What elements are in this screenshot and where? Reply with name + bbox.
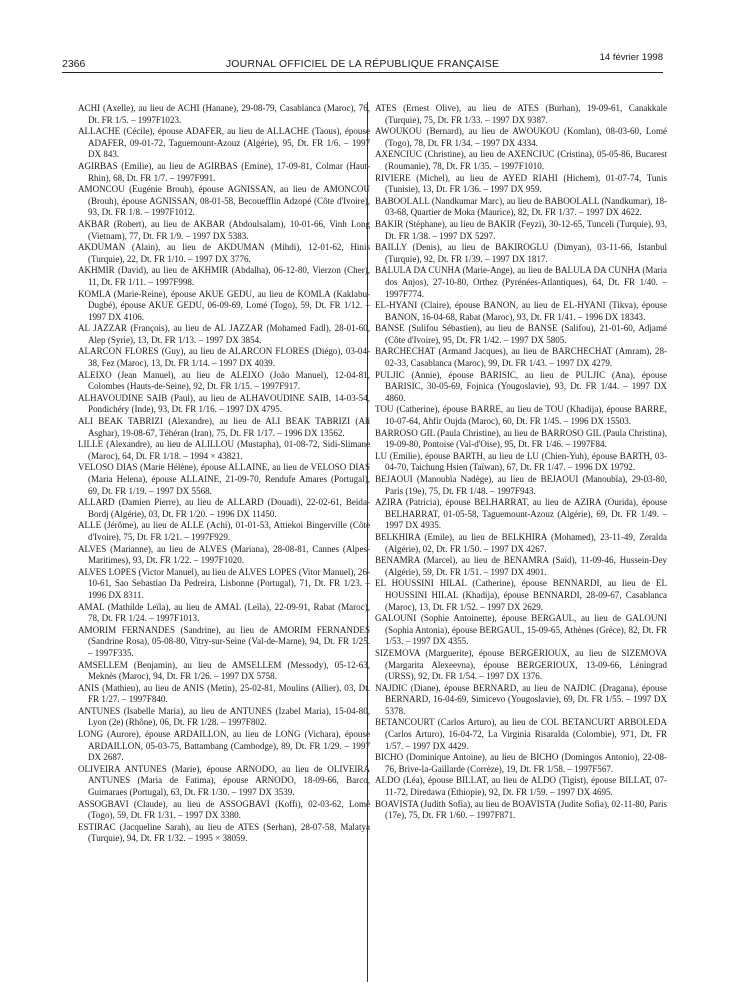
name-change-entry: AXENCIUC (Christine), au lieu de AXENCIUC (Cristina), 05-05-86, Bucarest (Roumanie), 78, Dt. FR 1/35. – 1997F1010. [375, 149, 667, 171]
name-change-entry: ANIS (Mathieu), au lieu de ANIS (Metin), 25-02-81, Moulins (Allier), 03, Dt. FR 1/27. – 1997F840. [78, 682, 370, 705]
name-change-entry: LU (Emilie), épouse BARTH, au lieu de LU (Chien-Yuh), épouse BARTH, 03-04-70, Taichung Hsien (Taïwan), 67, Dt. FR 1/47. – 1996 DX 19792. [375, 450, 667, 473]
name-change-entry: BETANCOURT (Carlos Arturo), au lieu de COL BETANCURT ARBOLEDA (Carlos Arturo), 16-04-72, La Virginia Risaralda (Colombie), 971, Dt. FR 1/57. – 1997 DX 4429. [375, 717, 667, 751]
right-column [375, 103, 667, 822]
name-change-entry: AKBAR (Robert), au lieu de AKBAR (Abdoulsalam), 10-01-66, Vinh Long (Vietnam), 77, Dt. FR 1/9. – 1997 DX 5383. [78, 218, 370, 241]
name-change-entry: BENAMRA (Marcel), au lieu de BENAMRA (Saïd), 11-09-46, Hussein-Dey (Algérie), 59, Dt. FR 1/51. – 1997 DX 4901. [375, 555, 667, 577]
name-change-entry: ANTUNES (Isabelle Maria), au lieu de ANTUNES (Izabel Maria), 15-04-80, Lyon (2e) (Rhône), 06, Dt. FR 1/28. – 1997F802. [78, 705, 370, 728]
name-change-entry: BALULA DA CUNHA (Marie-Ange), au lieu de BALULA DA CUNHA (Maria dos Anjos), 27-10-80, Orthez (Pyrénées-Atlantiques), 64, Dt. FR 1/40. – 1997F774. [375, 265, 667, 299]
header-rule [62, 72, 663, 73]
name-change-entry: ATES (Ernest Olive), au lieu de ATES (Burhan), 19-09-61, Canakkale (Turquie), 75, Dt. FR 1/33. – 1997 DX 9387. [375, 103, 667, 125]
page-header [62, 52, 663, 72]
name-change-entry: EL HOUSSINI HILAL (Catherine), épouse BENNARDI, au lieu de EL HOUSSINI HILAL (Khadija), épouse BENNARDI, 28-09-67, Casablanca (Maroc), 13, Dt. FR 1/52. – 1997 DX 2629. [375, 578, 667, 612]
name-change-entry: ALVES (Marianne), au lieu de ALVES (Mariana), 28-08-81, Cannes (Alpes-Maritimes), 93, Dt. FR 1/22. – 1997F1020. [78, 543, 370, 566]
column-divider [367, 102, 368, 982]
name-change-entry: BARROSO GIL (Paula Christine), au lieu de BARROSO GIL (Paula Christina), 19-09-80, Pontoise (Val-d'Oise), 95, Dt. FR 1/46. – 1997F84. [375, 427, 667, 450]
name-change-entry: ALLE (Jérôme), au lieu de ALLE (Achi), 01-01-53, Attiekoi Bingerville (Côte d'Ivoire), 75, Dt. FR 1/21. – 1997F929. [78, 520, 370, 542]
name-change-entry: ALEIXO (Jean Manuel), au lieu de ALEIXO (João Manuel), 12-04-81, Colombes (Hauts-de-Seine), 92, Dt. FR 1/15. – 1997F917. [78, 369, 370, 392]
name-change-entry: LONG (Aurore), épouse ARDAILLON, au lieu de LONG (Vichara), épouse ARDAILLON, 05-03-75, Battambang (Cambodge), 89, Dt. FR 1/29. – 1997 DX 2687. [78, 729, 370, 763]
name-change-entry: AKHMIR (David), au lieu de AKHMIR (Abdalha), 06-12-80, Vierzon (Cher), 11, Dt. FR 1/11. – 1997F998. [78, 265, 370, 287]
name-change-entry: BAKIR (Stéphane), au lieu de BAKIR (Feyzi), 30-12-65, Tunceli (Turquie), 93, Dt. FR 1/38. – 1997 DX 5297. [375, 218, 667, 241]
name-change-entry: BABOOLALL (Nandkumar Marc), au lieu de BABOOLALL (Nandkumar), 18-03-68, Quartier de Moka (Maurice), 82, Dt. FR 1/37. – 1997 DX 4622. [375, 195, 667, 218]
name-change-entry: BAILLY (Denis), au lieu de BAKIROGLU (Dimyan), 03-11-66, Istanbul (Turquie), 92, Dt. FR 1/39. – 1997 DX 1817. [375, 242, 667, 264]
name-change-entry: TOU (Catherine), épouse BARRE, au lieu de TOU (Khadija), épouse BARRE, 10-07-64, Ahfir Oujda (Maroc), 60, Dt. FR 1/45. – 1996 DX 15503. [375, 404, 667, 427]
name-change-entry: ALARCON FLORES (Guy), au lieu de ALARCON FLORES (Diégo), 03-04-38, Fez (Maroc), 13, Dt. FR 1/14. – 1997 DX 4039. [78, 346, 370, 369]
name-change-entry: BANSE (Sulifou Sébastien), au lieu de BANSE (Salifou), 21-01-60, Adjamé (Côte d'Ivoire), 95, Dt. FR 1/42. – 1997 DX 5805. [375, 323, 667, 345]
name-change-entry: NAJDIC (Diane), épouse BERNARD, au lieu de NAJDIC (Dragana), épouse BERNARD, 16-04-69, Simicevo (Yougoslavie), 69, Dt. FR 1/55. – 1997 DX 5378. [375, 682, 667, 716]
name-change-entry: GALOUNI (Sophie Antoinette), épouse BERGAUL, au lieu de GALOUNI (Sophia Antonia), épouse BERGAUL, 15-09-65, Athènes (Grèce), 82, Dt. FR 1/53. – 1997 DX 4355. [375, 613, 667, 647]
name-change-entry: KOMLA (Marie-Reine), épouse AKUE GEDU, au lieu de KOMLA (Kaklabu-Dugbé), épouse AKUE GEDU, 06-09-69, Lomé (Togo), 59, Dt. FR 1/12. – 1997 DX 4106. [78, 288, 370, 322]
name-change-entry: ALLACHE (Cécile), épouse ADAFER, au lieu de ALLACHE (Taous), épouse ADAFER, 09-01-72, Taguemount-Azouz (Algérie), 95, Dt. FR 1/6. – 1997 DX 843. [78, 126, 370, 160]
name-change-entry: AMORIM FERNANDES (Sandrine), au lieu de AMORIM FERNANDES (Sandrine Rosa), 05-08-80, Vitry-sur-Seine (Val-de-Marne), 94, Dt. FR 1/25. – 1997F335. [78, 624, 370, 658]
name-change-entry: AMONCOU (Eugénie Brouh), épouse AGNISSAN, au lieu de AMONCOU (Brouh), épouse AGNISSAN, 08-01-58, Becouefflin Adzopé (Côte d'Ivoire), 93, Dt. FR 1/8. – 1997F1012. [78, 184, 370, 218]
name-change-entry: ESTIRAC (Jacqueline Sarah), au lieu de ATES (Serhan), 28-07-58, Malatya (Turquie), 94, Dt. FR 1/32. – 1995 × 38059. [78, 821, 370, 844]
name-change-entry: LILLE (Alexandre), au lieu de ALILLOU (Mustapha), 01-08-72, Sidi-Slimane (Maroc), 64, Dt. FR 1/18. – 1994 × 43821. [78, 439, 370, 461]
page-number: 2366 [62, 58, 86, 70]
name-change-entry: AGIRBAS (Emilie), au lieu de AGIRBAS (Emine), 17-09-81, Colmar (Haut-Rhin), 68, Dt. FR 1/7. – 1997F991. [78, 160, 370, 183]
name-change-entry: OLIVEIRA ANTUNES (Marie), épouse ARNODO, au lieu de OLIVEIRA ANTUNES (Maria de Fatima), épouse ARNODO, 18-09-66, Barco, Guimaraes (Portugal), 63, Dt. FR 1/30. – 1997 DX 3539. [78, 763, 370, 798]
name-change-entry: AL JAZZAR (François), au lieu de AL JAZZAR (Mohamed Fadl), 28-01-60, Alep (Syrie), 13, Dt. FR 1/13. – 1997 DX 3854. [78, 323, 370, 345]
issue-date: 14 février 1998 [599, 52, 663, 63]
name-change-entry: BELKHIRA (Emile), au lieu de BELKHIRA (Mohamed), 23-11-49, Zeralda (Algérie), 02, Dt. FR 1/50. – 1997 DX 4267. [375, 531, 667, 554]
name-change-entry: AMAL (Mathilde Leïla), au lieu de AMAL (Leïla), 22-09-91, Rabat (Maroc), 78, Dt. FR 1/24. – 1997F1013. [78, 601, 370, 624]
name-change-entry: ALHAVOUDINE SAIB (Paul), au lieu de ALHAVOUDINE SAIB, 14-03-54, Pondichéry (Inde), 93, Dt. FR 1/16. – 1997 DX 4795. [78, 392, 370, 415]
name-change-entry: RIVIERE (Michel), au lieu de AYED RIAHI (Hichem), 01-07-74, Tunis (Tunisie), 13, Dt. FR 1/36. – 1997 DX 959. [375, 172, 667, 195]
name-change-entry: BOAVISTA (Judith Sofia), au lieu de BOAVISTA (Judite Sofia), 02-11-80, Paris (17e), 75, Dt. FR 1/60. – 1997F871. [375, 798, 667, 821]
name-change-entry: ASSOGBAVI (Claude), au lieu de ASSOGBAVI (Koffi), 02-03-62, Lomé (Togo), 59, Dt. FR 1/31. – 1997 DX 3380. [78, 798, 370, 821]
name-change-entry: ALDO (Léa), épouse BILLAT, au lieu de ALDO (Tigist), épouse BILLAT, 07-11-72, Diredawa (Ethiopie), 92, Dt. FR 1/59. – 1997 DX 4695. [375, 775, 667, 798]
name-change-entry: BICHO (Dominique Antoine), au lieu de BICHO (Domingos Antonio), 22-08-76, Brive-la-Gaillarde (Corrèze), 19, Dt. FR 1/58. – 1997F567. [375, 752, 667, 774]
name-change-entry: AWOUKOU (Bernard), au lieu de AWOUKOU (Komlan), 08-03-60, Lomé (Togo), 78, Dt. FR 1/34. – 1997 DX 4334. [375, 126, 667, 148]
name-change-entry: BEJAOUI (Manoubïa Nadège), au lieu de BEJAOUI (Manoubïa), 29-03-80, Paris (19e), 75, Dt. FR 1/48. – 1997F943. [375, 474, 667, 496]
name-change-entry: AMSELLEM (Benjamin), au lieu de AMSELLEM (Messody), 05-12-63, Meknès (Maroc), 94, Dt. FR 1/26. – 1997 DX 5758. [78, 659, 370, 682]
journal-title: JOURNAL OFFICIEL DE LA RÉPUBLIQUE FRANÇAISE [225, 58, 500, 70]
name-change-entry: VELOSO DIAS (Marie Hélène), épouse ALLAINE, au lieu de VELOSO DIAS (Maria Helena), épouse ALLAINE, 21-09-70, Rendufe Amares (Portugal), 69, Dt. FR 1/19. – 1997 DX 5568. [78, 462, 370, 496]
name-change-entry: BARCHECHAT (Armand Jacques), au lieu de BARCHECHAT (Amram), 28-02-33, Casablanca (Maroc), 99, Dt. FR 1/43. – 1997 DX 4279. [375, 346, 667, 369]
name-change-entry: EL-HYANI (Claire), épouse BANON, au lieu de EL-HYANI (Tikva), épouse BANON, 16-04-68, Rabat (Maroc), 93, Dt. FR 1/41. – 1996 DX 18343. [375, 300, 667, 322]
name-change-entry: AKDUMAN (Alain), au lieu de AKDUMAN (Mihdi), 12-01-62, Hinis (Turquie), 22, Dt. FR 1/10. – 1997 DX 3776. [78, 242, 370, 264]
left-column [78, 103, 370, 845]
name-change-entry: ALVES LOPES (Victor Manuel), au lieu de ALVES LOPES (Vitor Manuel), 26-10-61, Sao Sebastiao Da Pedreira, Lisbonne (Portugal), 71, Dt. FR 1/23. – 1996 DX 8311. [78, 566, 370, 600]
name-change-entry: PULJIC (Annie), épouse BARISIC, au lieu de PULJIC (Ana), épouse BARISIC, 30-05-69, Fojnica (Yougoslavie), 93, Dt. FR 1/44. – 1997 DX 4860. [375, 369, 667, 403]
name-change-entry: ACHI (Axelle), au lieu de ACHI (Hanane), 29-08-79, Casablanca (Maroc), 76, Dt. FR 1/5. – 1997F1023. [78, 103, 370, 125]
name-change-entry: ALLARD (Damien Pierre), au lieu de ALLARD (Douadi), 22-02-61, Beïda-Bordj (Algérie), 03, Dt. FR 1/20. – 1996 DX 11450. [78, 497, 370, 519]
name-change-entry: ALI BEAK TABRIZI (Alexandre), au lieu de ALI BEAK TABRIZI (Ali Asghar), 19-08-67, Téhéran (Iran), 75, Dt. FR 1/17. – 1996 DX 13562. [78, 416, 370, 438]
name-change-entry: AZIRA (Patricia), épouse BELHARRAT, au lieu de AZIRA (Ourida), épouse BELHARRAT, 01-05-58, Taguemount-Azouz (Algérie), 69, Dt. FR 1/49. – 1997 DX 4935. [375, 497, 667, 531]
name-change-entry: SIZEMOVA (Marguerite), épouse BERGERIOUX, au lieu de SIZEMOVA (Margarita Alexeevna), épouse BERGERIOUX, 13-09-66, Léningrad (URSS), 92, Dt. FR 1/54. – 1997 DX 1376. [375, 647, 667, 682]
